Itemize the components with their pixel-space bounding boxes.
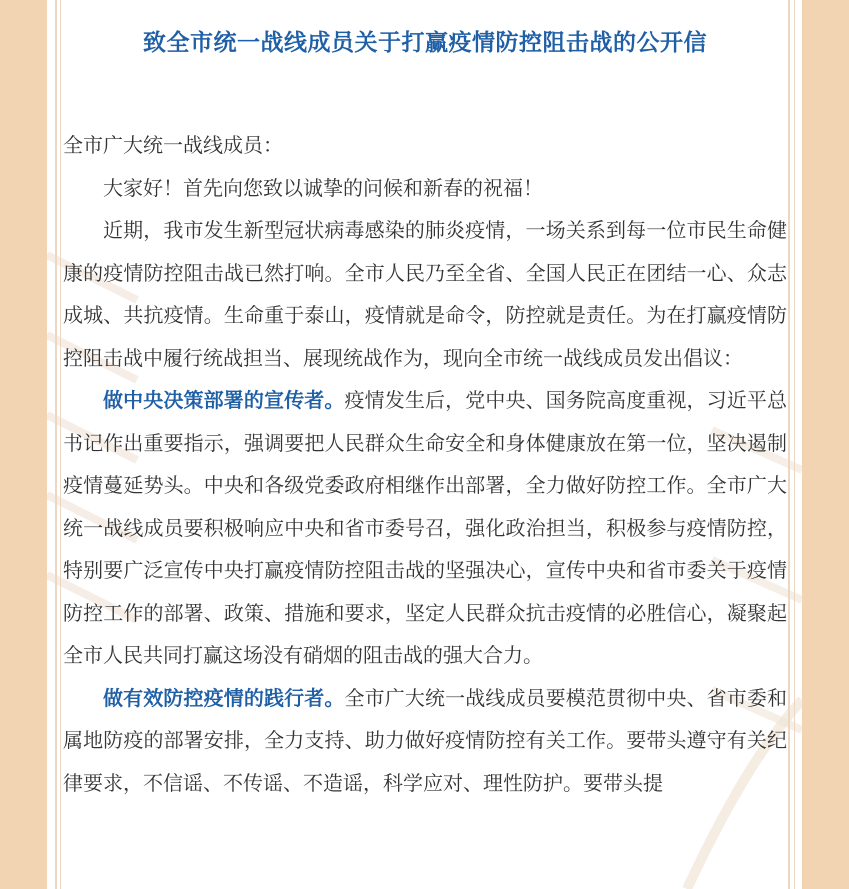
- left-decorative-band: [0, 0, 47, 889]
- frame-line-left-inner: [60, 0, 61, 889]
- letter-body: [63, 124, 787, 804]
- letter-page: [63, 0, 787, 889]
- right-decorative-band: [802, 0, 849, 889]
- section-text: 疫情发生后，党中央、国务院高度重视，习近平总书记作出重要指示，强调要把人民群众生命安全和身体健康放在第一位，坚决遏制疫情蔓延势头。中央和各级党委政府相继作出部署，全力做好防控工作。全市广大统一战线成员要积极响应中央和省市委号召，强化政治担当，积极参与疫情防控，特别要广泛宣传中央打赢疫情防控阻击战的坚强决心，宣传中央和省市委关于疫情防控工作的部署、政策、措施和要求，坚定人民群众抗击疫情的必胜信心，凝聚起全市人民共同打赢这场没有硝烟的阻击战的强大合力。: [63, 388, 788, 667]
- frame-line-right-inner: [788, 0, 790, 889]
- salutation: 全市广大统一战线成员：: [63, 133, 283, 157]
- section-paragraph: [63, 379, 787, 677]
- section-text: 全市广大统一战线成员要模范贯彻中央、省市委和属地防疫的部署安排，全力支持、助力做好疫情防控有关工作。要带头遵守有关纪律要求，不信谣、不传谣、不造谣，科学应对、理性防护。要带头提: [63, 685, 788, 795]
- greeting-paragraph: 大家好！首先向您致以诚挚的问候和新春的祝福！: [103, 175, 543, 200]
- section-heading: 做中央决策部署的宣传者。: [103, 388, 345, 412]
- section-heading: 做有效防控疫情的践行者。: [103, 685, 345, 710]
- intro-paragraph: 近期，我市发生新型冠状病毒感染的肺炎疫情，一场关系到每一位市民生命健康的疫情防控阻击战已然打响。全市人民乃至全省、全国人民正在团结一心、众志成城、共抗疫情。生命重于泰山，疫情就是命令，防控就是责任。为在打赢疫情防控阻击战中履行统战担当、展现统战作为，现向全市统一战线成员发出倡议：: [63, 218, 787, 370]
- section-paragraph: [63, 677, 787, 805]
- frame-line-left-outer: [55, 0, 57, 889]
- frame-line-right-outer: [794, 0, 795, 889]
- letter-title: 致全市统一战线成员关于打赢疫情防控阻击战的公开信: [143, 30, 707, 56]
